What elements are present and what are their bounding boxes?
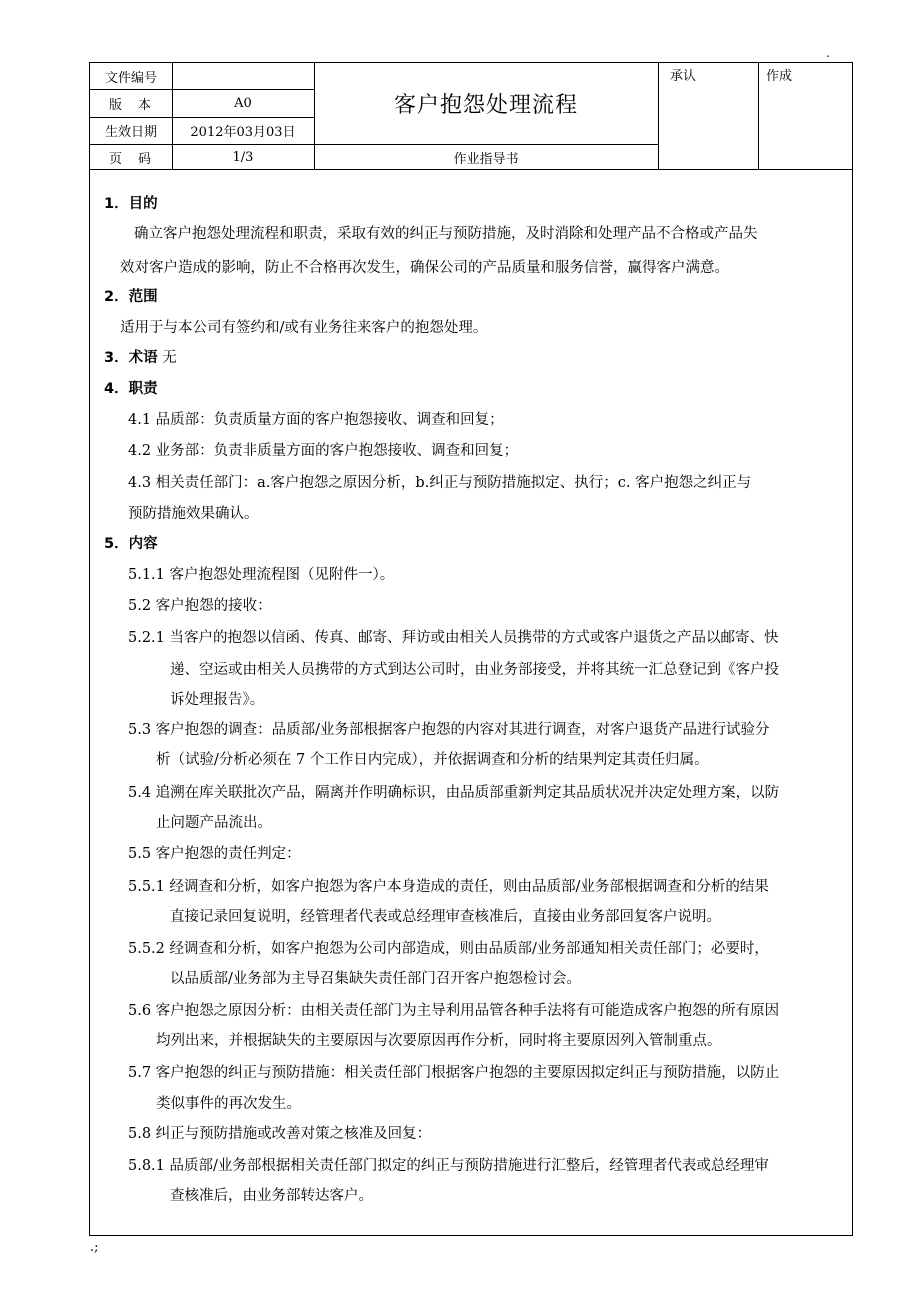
duty-4-3-line-1: 4.3 相关责任部门：a.客户抱怨之原因分析，b.纠正与预防措施拟定、执行；c. 客户抱怨之纠正与 xyxy=(128,475,752,491)
section-scope-title: 2．范围 xyxy=(104,289,158,305)
section-duties-title: 4．职责 xyxy=(104,381,158,397)
duty-4-1: 4.1 品质部：负责质量方面的客户抱怨接收、调查和回复； xyxy=(128,412,504,428)
content-5-2-1-line-2: 递、空运或由相关人员携带的方式到达公司时，由业务部接受，并将其统一汇总登记到《客户投 xyxy=(170,662,779,678)
content-5-5-1-line-2: 直接记录回复说明，经管理者代表或总经理审查核准后，直接由业务部回复客户说明。 xyxy=(170,909,721,925)
content-5-5-2-line-1: 5.5.2 经调查和分析，如客户抱怨为公司内部造成，则由品质部/业务部通知相关责任部门；必要时， xyxy=(128,941,769,957)
content-5-7-line-2: 类似事件的再次发生。 xyxy=(156,1096,301,1112)
scope-text: 适用于与本公司有签约和/或有业务往来客户的抱怨处理。 xyxy=(120,320,488,336)
content-5-4-line-2: 止问题产品流出。 xyxy=(156,815,272,831)
document-title: 客户抱怨处理流程 xyxy=(393,93,578,118)
effective-date-label: 生效日期 xyxy=(104,125,157,140)
content-5-3-line-1: 5.3 客户抱怨的调查：品质部/业务部根据客户抱怨的内容对其进行调查，对客户退货产品进行试验分 xyxy=(128,722,770,738)
page-value: 1/3 xyxy=(232,149,254,165)
content-5-3-line-2: 析（试验/分析必须在 7 个工作日内完成），并依据调查和分析的结果判定其责任归属。 xyxy=(156,752,709,768)
content-5-1-1: 5.1.1 客户抱怨处理流程图（见附件一）。 xyxy=(128,567,395,583)
content-5-6-line-1: 5.6 客户抱怨之原因分析：由相关责任部门为主导利用品管各种手法将有可能造成客户抱怨的所有原因 xyxy=(128,1003,780,1019)
document-subtitle: 作业指导书 xyxy=(453,151,519,167)
document-body xyxy=(89,170,853,1236)
duty-4-2: 4.2 业务部：负责非质量方面的客户抱怨接收、调查和回复； xyxy=(128,443,519,459)
content-5-4-line-1: 5.4 追溯在库关联批次产品，隔离并作明确标识，由品质部重新判定其品质状况并决定处理方案，以防 xyxy=(128,785,780,801)
doc-number-label: 文件编号 xyxy=(104,70,157,86)
content-5-2: 5.2 客户抱怨的接收： xyxy=(128,598,272,614)
section-terms-title: 3．术语 xyxy=(104,350,158,366)
section-purpose-title: 1．目的 xyxy=(104,196,158,212)
prepare-label: 作成 xyxy=(766,68,793,84)
purpose-text-line-1: 确立客户抱怨处理流程和职责，采取有效的纠正与预防措施，及时消除和处理产品不合格或产品失 xyxy=(134,226,758,242)
content-5-5-1-line-1: 5.5.1 经调查和分析，如客户抱怨为客户本身造成的责任，则由品质部/业务部根据调查和分析的结果 xyxy=(128,879,769,895)
terms-value: 无 xyxy=(162,350,177,366)
version-label: 版本 xyxy=(108,97,167,113)
content-5-5-2-line-2: 以品质部/业务部为主导召集缺失责任部门召开客户抱怨检讨会。 xyxy=(170,971,581,987)
approve-label: 承认 xyxy=(670,68,697,84)
content-5-2-1-line-1: 5.2.1 当客户的抱怨以信函、传真、邮寄、拜访或由相关人员携带的方式或客户退货之产品以邮寄、快 xyxy=(128,630,779,646)
content-5-7-line-1: 5.7 客户抱怨的纠正与预防措施：相关责任部门根据客户抱怨的主要原因拟定纠正与预防措施，以防止 xyxy=(128,1065,780,1081)
content-5-8-1-line-1: 5.8.1 品质部/业务部根据相关责任部门拟定的纠正与预防措施进行汇整后，经管理者代表或总经理审 xyxy=(128,1158,769,1174)
content-5-8-1-line-2: 查核准后，由业务部转达客户。 xyxy=(170,1188,373,1204)
doc-number-value xyxy=(172,63,314,89)
corner-dot: . xyxy=(826,46,830,60)
content-5-2-1-line-3: 诉处理报告》。 xyxy=(170,692,265,708)
version-value: A0 xyxy=(234,95,252,111)
footer-mark: .; xyxy=(90,1240,99,1255)
page-label: 页码 xyxy=(108,151,167,167)
purpose-text-line-2: 效对客户造成的影响，防止不合格再次发生，确保公司的产品质量和服务信誉，赢得客户满意。 xyxy=(120,260,729,276)
duty-4-3-line-2: 预防措施效果确认。 xyxy=(128,506,259,522)
content-5-6-line-2: 均列出来，并根据缺失的主要原因与次要原因再作分析，同时将主要原因列入管制重点。 xyxy=(156,1033,722,1049)
document-header-table xyxy=(89,62,853,170)
content-5-8: 5.8 纠正与预防措施或改善对策之核准及回复： xyxy=(128,1126,432,1142)
content-5-5: 5.5 客户抱怨的责任判定： xyxy=(128,846,301,862)
section-content-title: 5．内容 xyxy=(104,536,158,552)
effective-date-value: 2012年03月03日 xyxy=(190,125,296,140)
section-terms xyxy=(104,348,177,368)
